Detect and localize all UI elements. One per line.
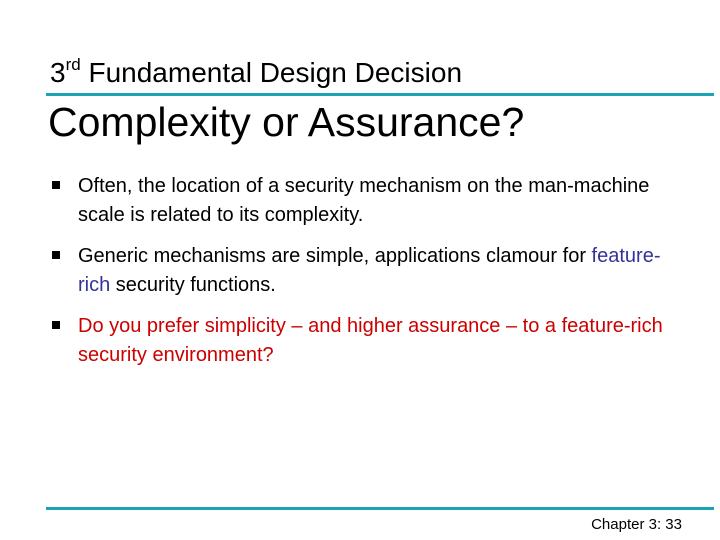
bullet-item — [48, 172, 688, 230]
slide-title: Complexity or Assurance? — [48, 99, 525, 145]
bullet-text: Often, the location of a security mechanism on the man-machine scale is related to its complexity. — [78, 175, 650, 226]
highlighted-term: feature-rich — [78, 245, 661, 296]
subtitle-text: Fundamental Design Decision — [80, 57, 463, 88]
bullet-item — [48, 242, 688, 300]
subtitle-ordinal: 3 — [50, 57, 66, 88]
bullet-list — [48, 172, 688, 382]
square-bullet-icon — [52, 321, 60, 329]
page-number: Chapter 3: 33 — [591, 516, 682, 533]
square-bullet-icon — [52, 251, 60, 259]
bullet-text-after: security functions. — [110, 274, 276, 296]
slide-subtitle — [50, 56, 462, 94]
bullet-text-before: Generic mechanisms are simple, applications clamour for — [78, 245, 592, 267]
footer-divider — [46, 507, 714, 510]
subtitle-ordinal-suffix: rd — [65, 55, 81, 74]
square-bullet-icon — [52, 181, 60, 189]
bullet-text — [78, 245, 660, 296]
bullet-text: Do you prefer simplicity – and higher assurance – to a feature-rich security environment? — [78, 315, 663, 366]
bullet-item-emphasis — [48, 312, 688, 370]
